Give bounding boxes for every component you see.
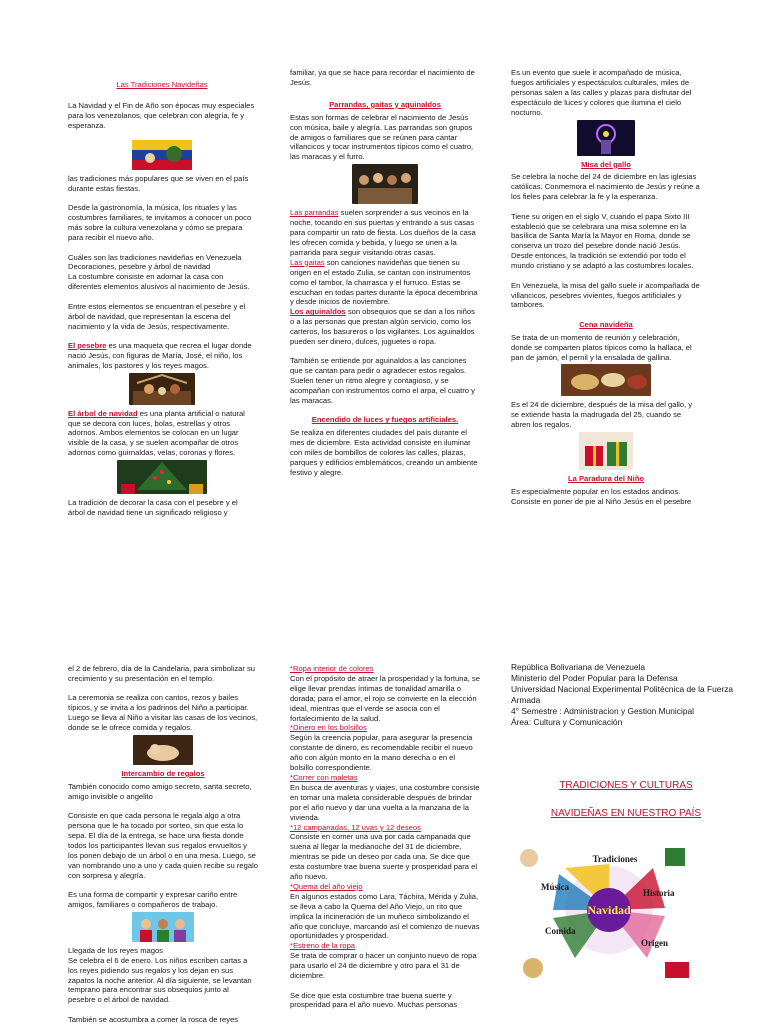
cover-title-1: TRADICIONES Y CULTURAS (559, 780, 693, 791)
paragraph: Llegada de los reyes magos Se celebra el 6 de enero. Los niños escriben cartas a los reyes pidiendo sus regalos y los dejan en sus zapatos la noche anterior. Al día siguiente, se levantan temprano para encontrar sus obsequios junto al pesebre o el árbol de navidad. (68, 945, 252, 1005)
paragraph: Se trata de un momento de reunión y celebración, donde se comparten platos típicos como la hallaca, el pan de jamón, el pernil y la ensalada de gallina. (511, 332, 692, 362)
keyword: Las gaitas (290, 257, 325, 267)
keyword: Las parrandas (290, 208, 339, 218)
mindmap-label: Tradiciones (592, 854, 638, 864)
paragraph: Se trata de comprar o hacer un conjunto nuevo de ropa para usarlo el 24 de diciembre y otro para el 31 de diciembre. (290, 951, 477, 981)
section-heading: *Dinero en los bolsillos (290, 723, 367, 733)
paragraph: Es especialmente popular en los estados andinos. Consiste en poner de pie al Niño Jesús en el pesebre (511, 487, 692, 506)
paragraph-text: suelen sorprender a sus vecinos en la noche, tocando en sus puertas y entrando a sus casas para compartir un rato de fiesta. Los dueños de la casa les ofrecen comida y bebida, y luego se unen a la parranda para seguir visitando otras casas. (290, 208, 476, 257)
paragraph: Desde la gastronomía, la música, los rituales y las costumbres familiares, te invitamos a conocer un poco más sobre la cultura venezolana y cómo se prepara para recibir el nuevo año. (68, 203, 252, 243)
section-heading: Encendido de luces y fuegos artificiales. (311, 415, 459, 425)
paragraph: También conocido como amigo secreto, santa secreto, amigo invisible o angelito (68, 781, 252, 801)
section-heading: Misa del gallo (581, 159, 631, 169)
paragraph (290, 258, 480, 308)
paragraph: Con el propósito de atraer la prosperidad y la fortuna, se elige llevar prendas íntimas de tonalidad amarilla o dorada; para el amor, el rojo se convierte en la elección ideal, mientras que el verde se asocia con el fortalecimiento de la salud. (290, 673, 480, 723)
paragraph: En Venezuela, la misa del gallo suele ir acompañada de villancicos, pesebres vivientes, fuegos artificiales y tambores. (511, 280, 700, 310)
mindmap-label: Historia (643, 888, 675, 898)
paragraph: familiar, ya que se hace para recordar el nacimiento de Jesús. (290, 68, 475, 87)
paragraph (68, 341, 256, 371)
mindmap-center-label: Navidad (587, 903, 631, 917)
paragraph: Se realiza en diferentes ciudades del país durante el mes de diciembre. Esta actividad consiste en iluminar con miles de bombillos de colores las calles, plazas, parques y edificios emblemáticos, creando un ambiente festivo y alegre. (290, 428, 478, 477)
paragraph: Tiene su origen en el siglo V, cuando el papa Sixto III estableció que se celebrara una misa solemne en la basílica de Santa María la Mayor en Roma, donde se conserva un trozo del pesebre donde nació Jesús. Desde entonces, la tradición se extendió por todo el mundo cristiano y se adaptó a las costumbres locales. (511, 211, 694, 271)
paragraph: También se entiende por aguinaldos a las canciones que se cantan para pedir o agradecer estos regalos. Suelen tener un ritmo alegre y contagioso, y se acompañan con instrumentos como el arpa, el cuatro y las maracas. (290, 356, 475, 406)
venezuela-christmas-photo (132, 140, 192, 170)
column-1 (68, 80, 256, 527)
paragraph: También se acostumbra a comer la rosca de reyes (68, 1014, 239, 1024)
section-heading: *Estreno de la ropa (290, 941, 356, 951)
paragraph: Se dice que esta costumbre trae buena suerte y prosperidad para el año nuevo. Muchas personas (290, 990, 458, 1010)
cover-line: Universidad Nacional Experimental Politécnica de la Fuerza Armada (511, 684, 734, 705)
section-heading: *Quema del año viejo (290, 881, 363, 891)
paragraph: En algunos estados como Lara, Táchira, Mérida y Zulia, se lleva a cabo la Quema del Año Viejo, un rito que implica la incineración de un muñeco simbolizando el año que concluye, marcando así el comienzo de nuevas oportunidades y prosperidad. (290, 891, 480, 941)
paragraph-text: son canciones navideñas que tienen su origen en el estado Zulia, se cantan con instrumentos como el tambor, la charrasca y el furruco. Estas se escuchan en todas partes durante la época decembrina y desde inicios de noviembre. (290, 257, 478, 307)
paragraph: Es el 24 de diciembre, después de la misa del gallo, y se extiende hasta la madrugada del 25, cuando se abren los regalos. (511, 400, 693, 430)
cover-line: República Bolivariana de Venezuela (511, 662, 646, 672)
cover-line: Ministerio del Poder Popular para la Defensa (511, 673, 678, 683)
cover-institution-info (511, 662, 736, 728)
fireworks-photo (577, 120, 635, 156)
paragraph: En busca de aventuras y viajes, una costumbre consiste en tomar una maleta considerable después de brindar por el año nuevo y dar una vuelta a la manzana de la vivienda. (290, 782, 480, 822)
column-3 (511, 68, 701, 516)
paragraph: Es un evento que suele ir acompañado de música, fuegos artificiales y espectáculos culturales, miles de personas salen a las calles y plazas para disfrutar del espectáculo de luces y colores que ilumina el cielo nocturno. (511, 68, 692, 117)
paragraph: Se celebra la noche del 24 de diciembre en las iglesias católicas. Conmemora el nacimiento de Jesús y reúne a los fieles para celebrar la fe y la esperanza. (511, 172, 700, 202)
christmas-dinner-photo (561, 364, 651, 396)
paragraph (290, 307, 480, 347)
nativity-photo (129, 373, 195, 405)
paragraph (290, 208, 480, 258)
section-heading: *Ropa interior de colores (290, 664, 374, 673)
paragraph-text: son obsequios que se dan a los niños o a las personas que prestan algún servicio, como los carteros, los basureros o los vigilantes. Los aguinaldos pueden ser dinero, dulces, juguetes o ropa. (290, 307, 475, 347)
section-heading: Cena navideña (579, 319, 633, 329)
paragraph: La Navidad y el Fin de Año son épocas muy especiales para los venezolanos, que celebran con alegría, fe y esperanza. (68, 100, 255, 130)
parranda-photo (352, 164, 418, 204)
paragraph: Entre estos elementos se encuentran el pesebre y el árbol de navidad, que representan la escena del nacimiento y la vida de Jesús, respectivamente. (68, 301, 246, 331)
cover-line: Área: Cultura y Comunicación (511, 717, 623, 727)
column-4 (68, 664, 258, 1034)
paragraph: el 2 de febrero, día de la Candelaria, para simbolizar su crecimiento y su presentación en el templo. (68, 664, 255, 683)
mindmap-label: Música (541, 882, 569, 892)
paragraph: Según la creencia popular, para asegurar la presencia constante de dinero, es recomendable recibir el nuevo año con algún monto en la mano derecha o en el bolsillo correspondiente. (290, 733, 473, 773)
christmas-gifts-photo (579, 432, 633, 470)
cover-line: 4° Semestre : Administracion y Gestion Municipal (511, 706, 695, 716)
paragraph: Consiste en que cada persona le regala algo a otra persona que le ha tocado por sorteo, sin que esta lo sepa. El día de la entrega, se hace una fiesta donde todos los participantes llevan sus regalos envueltos y los ponen debajo de un árbol o en una mesa. Luego, se van nombrando uno a uno y cada quien recibe su regalo con sorpresa y alegría. (68, 811, 258, 880)
navidad-mindmap-illustration (515, 838, 703, 988)
three-kings-photo (132, 912, 194, 942)
paragraph-text: es una maqueta que recrea el lugar donde nació Jesús, con figuras de María, José, el niño, los animales, los pastores y los reyes magos. (68, 340, 252, 370)
section-heading: Intercambio de regalos (121, 768, 205, 778)
christmas-tree-photo (117, 460, 207, 494)
cover-title-2: NAVIDEÑAS EN NUESTRO PAÍS (550, 808, 702, 819)
section-heading: Parrandas, gaitas y aguinaldos (329, 99, 441, 109)
column-2 (290, 68, 480, 487)
mindmap-label: Comida (545, 926, 576, 936)
baby-jesus-photo (133, 735, 193, 765)
column-5 (290, 664, 480, 1020)
section-heading: La Paradura del Niño (568, 474, 644, 484)
paragraph: Estas son formas de celebrar el nacimiento de Jesús con música, baile y alegría. Las parrandas son grupos de amigos o familiares que se reúnen para cantar villancicos y tocar instrumentos típicos como el cuatro, las maracas y el furro. (290, 112, 474, 162)
paragraph-text: es una planta artificial o natural que se decora con luces, bolas, estrellas y otros adornos. Ambos elementos se colocan en un lugar visible de la casa, y se suelen acompañar de otros adornos como guirnaldas, velas, coronas y flores. (68, 408, 245, 458)
section-heading: *12 campanadas, 12 uvas y 12 deseos (290, 822, 421, 832)
section-title: Las Tradiciones Navideñas (116, 80, 208, 89)
paragraph: Cuáles son las tradiciones navideñas en Venezuela Decoraciones, pesebre y árbol de navidad La costumbre consiste en adornar la casa con diferentes elementos alusivos al nacimiento de Jesús. (68, 252, 250, 292)
mindmap-label: Origen (641, 938, 668, 948)
section-heading: *Correr con maletas (290, 772, 358, 782)
paragraph: Consiste en comer una uva por cada campanada que suena al llegar la medianoche del 31 de diciembre, mientras se pide un deseo por cada una. Se dice que esta costumbre trae buena suerte y prosperidad para el año nuevo. (290, 832, 477, 882)
paragraph: las tradiciones más populares que se viven en el país durante estas fiestas. (68, 174, 249, 194)
paragraph (68, 409, 256, 459)
keyword: Los aguinaldos (290, 307, 346, 317)
paragraph: La tradición de decorar la casa con el pesebre y el árbol de navidad tiene un significado religioso y (68, 498, 238, 518)
keyword: El pesebre (68, 340, 107, 350)
keyword: El árbol de navidad (68, 408, 138, 418)
paragraph: Es una forma de compartir y expresar cariño entre amigos, familiares o compañeros de trabajo. (68, 890, 238, 909)
paragraph: La ceremonia se realiza con cantos, rezos y bailes típicos, y se invita a los padrinos del Niño a participar. Luego se lleva al Niño a visitar las casas de los vecinos, donde se le ofrece comida y regalos. (68, 693, 258, 733)
